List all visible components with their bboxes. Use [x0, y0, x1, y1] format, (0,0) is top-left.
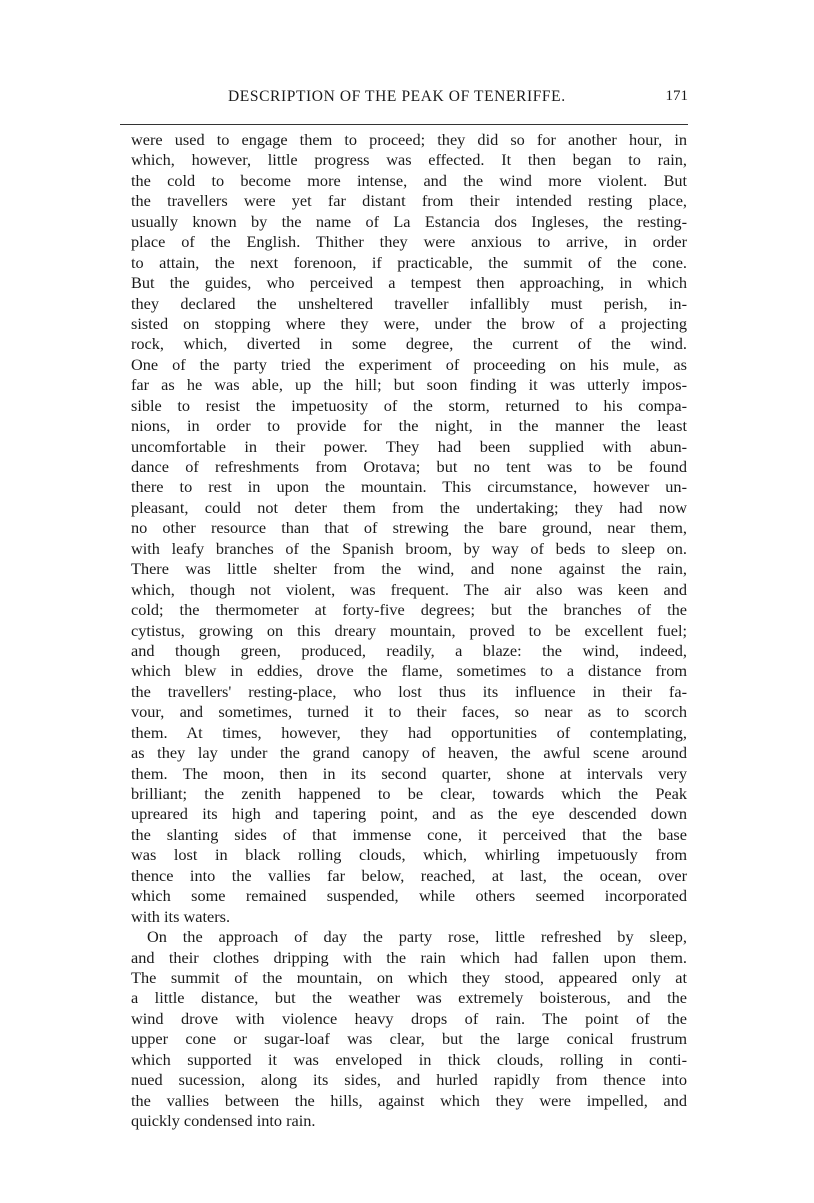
text-line: them. At times, however, they had opportunities of contemplating,: [131, 722, 687, 742]
text-line: On the approach of day the party rose, little refreshed by sleep,: [147, 927, 687, 947]
text-line: nued sucession, along its sides, and hurled rapidly from thence into: [131, 1070, 687, 1090]
text-line: them. The moon, then in its second quarter, shone at intervals very: [131, 763, 687, 783]
text-line: as they lay under the grand canopy of heaven, the awful scene around: [131, 743, 687, 763]
text-line: and their clothes dripping with the rain which had fallen upon them.: [131, 947, 687, 967]
text-line: There was little shelter from the wind, and none against the rain,: [131, 559, 687, 579]
text-line: place of the English. Thither they were anxious to arrive, in order: [131, 232, 687, 252]
text-line: upper cone or sugar-loaf was clear, but the large conical frustrum: [131, 1029, 687, 1049]
text-line: with its waters.: [131, 906, 231, 926]
text-line: with leafy branches of the Spanish broom, by way of beds to sleep on.: [131, 538, 687, 558]
text-line: nions, in order to provide for the night, in the manner the least: [131, 416, 687, 436]
text-line: and though green, produced, readily, a blaze: the wind, indeed,: [131, 640, 687, 660]
text-line: upreared its high and tapering point, and as the eye descended down: [131, 804, 687, 824]
text-line: uncomfortable in their power. They had been supplied with abun-: [131, 436, 687, 456]
text-line: rock, which, diverted in some degree, the current of the wind.: [131, 334, 687, 354]
page-number: 171: [665, 88, 688, 104]
text-line: cytistus, growing on this dreary mountain, proved to be excellent fuel;: [131, 620, 687, 640]
text-line: the travellers were yet far distant from their intended resting place,: [131, 191, 687, 211]
text-line: sisted on stopping where they were, under the brow of a projecting: [131, 313, 687, 333]
text-line: which blew in eddies, drove the flame, sometimes to a distance from: [131, 661, 687, 681]
text-line: usually known by the name of La Estancia dos Ingleses, the resting-: [131, 211, 687, 231]
text-line: pleasant, could not deter them from the undertaking; they had now: [131, 497, 687, 517]
text-line: which some remained suspended, while others seemed incorporated: [131, 886, 687, 906]
text-line: The summit of the mountain, on which they stood, appeared only at: [131, 967, 687, 987]
text-line: sible to resist the impetuosity of the storm, returned to his compa-: [131, 395, 687, 415]
text-line: which supported it was enveloped in thick clouds, rolling in conti-: [131, 1049, 687, 1069]
text-line: the slanting sides of that immense cone, it perceived that the base: [131, 824, 687, 844]
text-line: which, though not violent, was frequent. The air also was keen and: [131, 579, 687, 599]
text-line: to attain, the next forenoon, if practicable, the summit of the cone.: [131, 252, 687, 272]
text-line: cold; the thermometer at forty-five degrees; but the branches of the: [131, 600, 687, 620]
text-line: thence into the vallies far below, reached, at last, the ocean, over: [131, 865, 687, 885]
page-header: [120, 86, 692, 114]
text-line: brilliant; the zenith happened to be clear, towards which the Peak: [131, 784, 687, 803]
text-line: were used to engage them to proceed; they did so for another hour, in: [131, 130, 687, 149]
text-line: wind drove with violence heavy drops of rain. The point of the: [131, 1008, 687, 1028]
text-line: which, however, little progress was effected. It then began to rain,: [131, 150, 687, 170]
text-line: far as he was able, up the hill; but soon finding it was utterly impos-: [131, 375, 687, 395]
text-line: the vallies between the hills, against which they were impelled, and: [131, 1090, 687, 1110]
text-line: was lost in black rolling clouds, which, whirling impetuously from: [131, 845, 687, 865]
running-title: DESCRIPTION OF THE PEAK OF TENERIFFE.: [228, 88, 566, 105]
header-rule: [120, 124, 688, 125]
text-line: no other resource than that of strewing the bare ground, near them,: [131, 518, 687, 538]
text-line: there to rest in upon the mountain. This circumstance, however un-: [131, 477, 687, 497]
text-line: a little distance, but the weather was extremely boisterous, and the: [131, 988, 687, 1008]
text-line: they declared the unsheltered traveller infallibly must perish, in-: [131, 293, 687, 313]
text-line: vour, and sometimes, turned it to their faces, so near as to scorch: [131, 702, 687, 722]
text-line: the cold to become more intense, and the wind more violent. But: [131, 170, 687, 190]
text-line: But the guides, who perceived a tempest then approaching, in which: [131, 273, 687, 293]
text-line: the travellers' resting-place, who lost thus its influence in their fa-: [131, 681, 687, 701]
body-text: [131, 130, 687, 1131]
text-line: One of the party tried the experiment of proceeding on his mule, as: [131, 354, 687, 374]
text-line: quickly condensed into rain.: [131, 1111, 316, 1130]
text-line: dance of refreshments from Orotava; but no tent was to be found: [131, 457, 687, 476]
